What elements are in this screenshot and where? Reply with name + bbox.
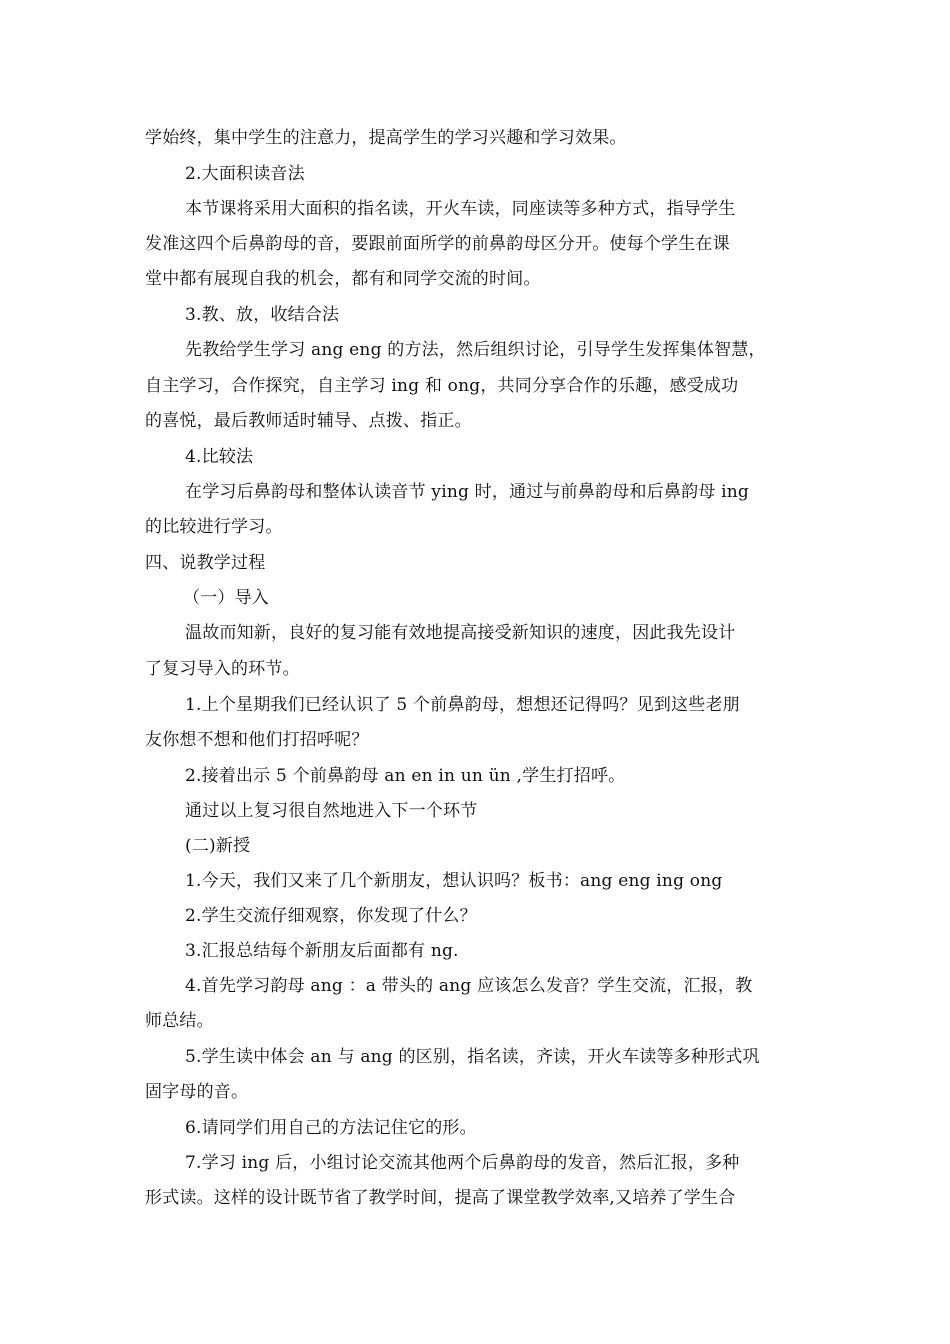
text-line: 6.请同学们用自己的方法记住它的形。 bbox=[185, 1118, 477, 1138]
text-line: 1.上个星期我们已经认识了 5 个前鼻韵母，想想还记得吗？见到这些老朋 bbox=[185, 695, 740, 715]
text-line: 3.汇报总结每个新朋友后面都有 ng. bbox=[185, 941, 459, 961]
section-heading: 3.教、放，收结合法 bbox=[185, 305, 340, 325]
text-line: 4.首先学习韵母 ang ：a 带头的 ang 应该怎么发音？学生交流，汇报，教 bbox=[185, 976, 753, 996]
text-line: 堂中都有展现自我的机会，都有和同学交流的时间。 bbox=[145, 269, 541, 289]
text-line: 先教给学生学习 ang eng 的方法，然后组织讨论，引导学生发挥集体智慧， bbox=[185, 340, 766, 360]
text-line: 2.学生交流仔细观察，你发现了什么？ bbox=[185, 906, 477, 926]
text-line: 了复习导入的环节。 bbox=[145, 659, 300, 679]
text-line: 温故而知新，良好的复习能有效地提高接受新知识的速度，因此我先设计 bbox=[185, 623, 736, 643]
text-line: 固字母的音。 bbox=[145, 1082, 249, 1102]
section-heading: 四、说教学过程 bbox=[145, 553, 266, 573]
section-heading: (二)新授 bbox=[185, 836, 251, 856]
section-heading: 4.比较法 bbox=[185, 447, 254, 467]
text-line: 在学习后鼻韵母和整体认读音节 ying 时，通过与前鼻韵母和后鼻韵母 ing bbox=[185, 482, 749, 502]
text-line: 的比较进行学习。 bbox=[145, 517, 283, 537]
text-line: 形式读。这样的设计既节省了教学时间，提高了课堂教学效率,又培养了学生合 bbox=[145, 1188, 736, 1208]
section-heading: 2.大面积读音法 bbox=[185, 164, 305, 184]
text-line: 本节课将采用大面积的指名读，开火车读，同座读等多种方式，指导学生 bbox=[185, 199, 736, 219]
text-line: 的喜悦，最后教师适时辅导、点拨、指正。 bbox=[145, 411, 472, 431]
text-line: 1.今天，我们又来了几个新朋友，想认识吗？板书：ang eng ing ong bbox=[185, 871, 723, 891]
section-heading: （一）导入 bbox=[183, 588, 269, 608]
text-line: 师总结。 bbox=[145, 1011, 214, 1031]
text-line: 通过以上复习很自然地进入下一个环节 bbox=[185, 801, 478, 821]
text-line: 自主学习，合作探究，自主学习 ing 和 ong，共同分享合作的乐趣，感受成功 bbox=[145, 376, 739, 396]
text-line: 友你想不想和他们打招呼呢？ bbox=[145, 730, 369, 750]
text-line: 5.学生读中体会 an 与 ang 的区别，指名读，齐读，开火车读等多种形式巩 bbox=[185, 1047, 760, 1067]
text-line: 学始终，集中学生的注意力，提高学生的学习兴趣和学习效果。 bbox=[145, 128, 627, 148]
text-line: 2.接着出示 5 个前鼻韵母 an en in un ün ,学生打招呼。 bbox=[185, 766, 626, 786]
text-line: 7.学习 ing 后，小组讨论交流其他两个后鼻韵母的发音，然后汇报，多种 bbox=[185, 1153, 740, 1173]
text-line: 发准这四个后鼻韵母的音，要跟前面所学的前鼻韵母区分开。使每个学生在课 bbox=[145, 234, 730, 254]
